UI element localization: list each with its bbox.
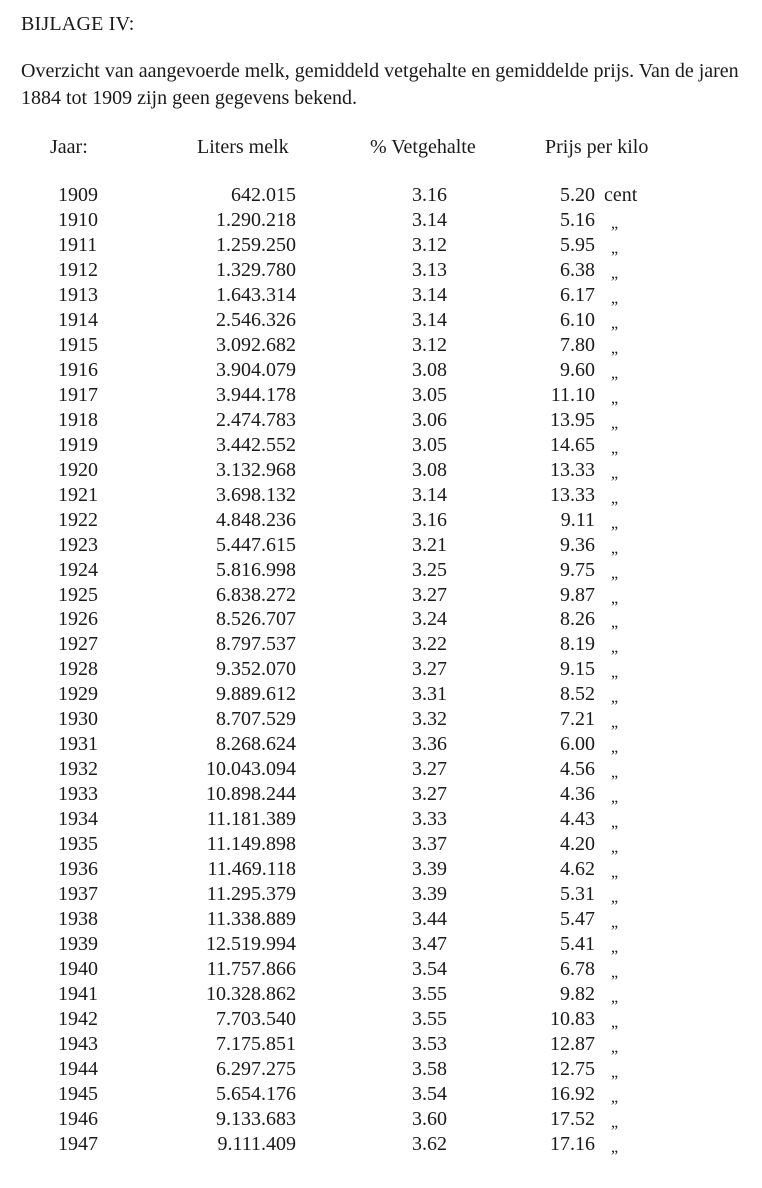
liters-cell: 8.268.624: [216, 733, 296, 756]
price-cell: 9.60: [560, 358, 595, 381]
fat-content-cell: 3.27: [412, 658, 447, 681]
table-row: [0, 857, 762, 882]
fat-content-cell: 3.14: [412, 308, 447, 331]
fat-content-cell: 3.24: [412, 608, 447, 631]
fat-content-cell: 3.58: [412, 1057, 447, 1080]
liters-cell: 2.546.326: [216, 308, 296, 331]
table-row: [0, 458, 762, 483]
liters-cell: 8.526.707: [216, 608, 296, 631]
price-cell: 4.56: [560, 758, 595, 781]
fat-content-cell: 3.08: [412, 458, 447, 481]
price-unit-cell: „: [611, 239, 619, 257]
table-row: [0, 558, 762, 583]
price-cell: 16.92: [550, 1082, 595, 1105]
price-cell: 8.19: [560, 633, 595, 656]
liters-cell: 9.133.683: [216, 1107, 296, 1130]
fat-content-cell: 3.14: [412, 483, 447, 506]
year-cell: 1924: [58, 558, 98, 581]
price-cell: 4.20: [560, 833, 595, 856]
price-unit-cell: „: [611, 1113, 619, 1131]
fat-content-cell: 3.22: [412, 633, 447, 656]
liters-cell: 3.132.968: [216, 458, 296, 481]
year-cell: 1925: [58, 583, 98, 606]
price-cell: 8.52: [560, 683, 595, 706]
price-unit-cell: „: [611, 264, 619, 282]
liters-cell: 1.643.314: [216, 283, 296, 306]
price-unit-cell: „: [611, 614, 619, 632]
price-cell: 13.33: [550, 483, 595, 506]
price-cell: 9.15: [560, 658, 595, 681]
fat-content-cell: 3.62: [412, 1132, 447, 1155]
price-cell: 17.16: [550, 1132, 595, 1155]
price-cell: 9.87: [560, 583, 595, 606]
year-cell: 1921: [58, 483, 98, 506]
price-unit-cell: „: [611, 564, 619, 582]
liters-cell: 6.838.272: [216, 583, 296, 606]
price-unit-cell: „: [611, 339, 619, 357]
year-cell: 1914: [58, 308, 98, 331]
table-row: [0, 1107, 762, 1132]
fat-content-cell: 3.08: [412, 358, 447, 381]
year-cell: 1937: [58, 883, 98, 906]
price-cell: 5.20: [560, 184, 595, 206]
price-unit-cell: „: [611, 589, 619, 607]
price-unit-cell: „: [611, 639, 619, 657]
price-unit-cell: cent: [604, 184, 638, 206]
table-row: [0, 233, 762, 258]
price-unit-cell: „: [611, 1138, 619, 1156]
price-unit-cell: „: [611, 1013, 619, 1031]
fat-content-cell: 3.13: [412, 258, 447, 281]
table-row: [0, 632, 762, 657]
liters-cell: 9.352.070: [216, 658, 296, 681]
price-unit-cell: „: [611, 364, 619, 382]
price-cell: 13.33: [550, 458, 595, 481]
year-cell: 1916: [58, 358, 98, 381]
price-unit-cell: „: [611, 214, 619, 232]
year-cell: 1946: [58, 1107, 98, 1130]
liters-cell: 12.519.994: [206, 933, 296, 956]
fat-content-cell: 3.55: [412, 983, 447, 1005]
fat-content-cell: 3.27: [412, 758, 447, 781]
price-cell: 9.75: [560, 558, 595, 581]
fat-content-cell: 3.05: [412, 433, 447, 456]
year-cell: 1934: [58, 808, 98, 831]
liters-cell: 1.329.780: [216, 258, 296, 281]
table-row: [0, 408, 762, 433]
price-unit-cell: „: [611, 389, 619, 407]
fat-content-cell: 3.39: [412, 883, 447, 906]
price-unit-cell: „: [611, 964, 619, 982]
fat-content-cell: 3.21: [412, 533, 447, 556]
intro-paragraph: Overzicht van aangevoerde melk, gemiddeld vetgehalte en gemiddelde prijs. Van de jaren 1884 tot 1909 zijn geen gegevens bekend.: [21, 60, 739, 109]
price-unit-cell: „: [611, 1088, 619, 1106]
fat-content-cell: 3.39: [412, 858, 447, 881]
year-cell: 1935: [58, 833, 98, 856]
liters-cell: 7.703.540: [216, 1007, 296, 1030]
table-row: [0, 483, 762, 508]
table-row: [0, 682, 762, 707]
liters-cell: 1.290.218: [216, 208, 296, 231]
price-unit-cell: „: [611, 889, 619, 907]
liters-cell: 10.328.862: [206, 983, 296, 1005]
table-row: [0, 1057, 762, 1082]
price-cell: 5.95: [560, 233, 595, 256]
fat-content-cell: 3.14: [412, 208, 447, 231]
table-row: [0, 1032, 762, 1057]
fat-content-cell: 3.27: [412, 583, 447, 606]
fat-content-cell: 3.33: [412, 808, 447, 831]
table-row: [0, 782, 762, 807]
column-header-price: Prijs per kilo: [545, 136, 649, 158]
price-unit-cell: „: [611, 1038, 619, 1056]
fat-content-cell: 3.14: [412, 283, 447, 306]
price-unit-cell: „: [611, 714, 619, 732]
fat-content-cell: 3.05: [412, 383, 447, 406]
fat-content-cell: 3.16: [412, 184, 447, 206]
table-row: [0, 1132, 762, 1157]
table-row: [0, 333, 762, 358]
year-cell: 1915: [58, 333, 98, 356]
year-cell: 1928: [58, 658, 98, 681]
table-row: [0, 707, 762, 732]
price-unit-cell: „: [611, 539, 619, 557]
year-cell: 1909: [58, 184, 98, 206]
table-row: [0, 533, 762, 558]
year-cell: 1938: [58, 908, 98, 931]
year-cell: 1945: [58, 1082, 98, 1105]
liters-cell: 3.698.132: [216, 483, 296, 506]
fat-content-cell: 3.47: [412, 933, 447, 956]
table-row: [0, 358, 762, 383]
table-row: [0, 283, 762, 308]
price-unit-cell: „: [611, 989, 619, 1006]
price-cell: 6.10: [560, 308, 595, 331]
price-cell: 17.52: [550, 1107, 595, 1130]
liters-cell: 2.474.783: [216, 408, 296, 431]
fat-content-cell: 3.55: [412, 1007, 447, 1030]
price-cell: 5.16: [560, 208, 595, 231]
fat-content-cell: 3.37: [412, 833, 447, 856]
fat-content-cell: 3.32: [412, 708, 447, 731]
price-unit-cell: „: [611, 414, 619, 432]
price-unit-cell: „: [611, 914, 619, 932]
table-row: [0, 383, 762, 408]
year-cell: 1942: [58, 1007, 98, 1030]
price-cell: 4.36: [560, 783, 595, 806]
fat-content-cell: 3.31: [412, 683, 447, 706]
year-cell: 1940: [58, 958, 98, 981]
liters-cell: 8.797.537: [216, 633, 296, 656]
price-cell: 10.83: [550, 1007, 595, 1030]
fat-content-cell: 3.12: [412, 333, 447, 356]
price-unit-cell: „: [611, 864, 619, 882]
fat-content-cell: 3.16: [412, 508, 447, 531]
price-cell: 4.43: [560, 808, 595, 831]
price-unit-cell: „: [611, 489, 619, 507]
year-cell: 1939: [58, 933, 98, 956]
price-unit-cell: „: [611, 939, 619, 957]
liters-cell: 6.297.275: [216, 1057, 296, 1080]
table-row: [0, 907, 762, 932]
year-cell: 1923: [58, 533, 98, 556]
liters-cell: 5.816.998: [216, 558, 296, 581]
year-cell: 1926: [58, 608, 98, 631]
table-row: [0, 607, 762, 632]
column-header-liters: Liters melk: [197, 136, 289, 158]
year-cell: 1927: [58, 633, 98, 656]
price-cell: 12.87: [550, 1032, 595, 1055]
liters-cell: 10.043.094: [206, 758, 296, 781]
price-cell: 5.31: [560, 883, 595, 906]
price-cell: 9.36: [560, 533, 595, 556]
fat-content-cell: 3.06: [412, 408, 447, 431]
table-row: [0, 508, 762, 533]
table-row: [0, 308, 762, 333]
table-row: [0, 832, 762, 857]
year-cell: 1947: [58, 1132, 98, 1155]
price-cell: 6.00: [560, 733, 595, 756]
liters-cell: 3.092.682: [216, 333, 296, 356]
price-cell: 8.26: [560, 608, 595, 631]
fat-content-cell: 3.12: [412, 233, 447, 256]
liters-cell: 11.338.889: [206, 908, 296, 931]
liters-cell: 7.175.851: [216, 1032, 296, 1055]
price-cell: 9.82: [560, 983, 595, 1005]
table-row: [0, 183, 762, 208]
price-unit-cell: „: [611, 314, 619, 332]
price-cell: 14.65: [550, 433, 595, 456]
table-row: [0, 1007, 762, 1032]
liters-cell: 4.848.236: [216, 508, 296, 531]
price-cell: 7.80: [560, 333, 595, 356]
price-cell: 6.38: [560, 258, 595, 281]
liters-cell: 3.944.178: [216, 383, 296, 406]
price-unit-cell: „: [611, 1063, 619, 1081]
price-cell: 6.78: [560, 958, 595, 981]
year-cell: 1936: [58, 858, 98, 881]
price-cell: 13.95: [550, 408, 595, 431]
liters-cell: 9.111.409: [217, 1132, 296, 1155]
price-cell: 5.41: [560, 933, 595, 956]
year-cell: 1933: [58, 783, 98, 806]
price-unit-cell: „: [611, 764, 619, 782]
price-unit-cell: „: [611, 439, 619, 457]
liters-cell: 11.469.118: [207, 858, 296, 881]
year-cell: 1912: [58, 258, 98, 281]
data-table: [0, 183, 762, 1157]
fat-content-cell: 3.53: [412, 1032, 447, 1055]
price-unit-cell: „: [611, 814, 619, 832]
price-cell: 5.47: [560, 908, 595, 931]
table-row: [0, 433, 762, 458]
price-unit-cell: „: [611, 514, 619, 532]
liters-cell: 3.442.552: [216, 433, 296, 456]
table-row: [0, 732, 762, 757]
fat-content-cell: 3.44: [412, 908, 447, 931]
year-cell: 1944: [58, 1057, 98, 1080]
column-header-fat: % Vetgehalte: [370, 136, 476, 158]
table-row: [0, 657, 762, 682]
fat-content-cell: 3.27: [412, 783, 447, 806]
price-cell: 9.11: [560, 508, 595, 531]
table-row: [0, 932, 762, 957]
price-cell: 11.10: [550, 383, 595, 406]
liters-cell: 3.904.079: [216, 358, 296, 381]
table-row: [0, 957, 762, 982]
year-cell: 1931: [58, 733, 98, 756]
year-cell: 1930: [58, 708, 98, 731]
page-heading: BIJLAGE IV:: [21, 13, 135, 35]
year-cell: 1918: [58, 408, 98, 431]
column-header-year: Jaar:: [50, 136, 88, 158]
fat-content-cell: 3.54: [412, 958, 447, 981]
year-cell: 1943: [58, 1032, 98, 1055]
table-row: [0, 982, 762, 1007]
year-cell: 1917: [58, 383, 98, 406]
year-cell: 1941: [58, 983, 98, 1005]
table-row: [0, 807, 762, 832]
fat-content-cell: 3.25: [412, 558, 447, 581]
table-row: [0, 882, 762, 907]
fat-content-cell: 3.36: [412, 733, 447, 756]
table-row: [0, 208, 762, 233]
liters-cell: 5.447.615: [216, 533, 296, 556]
price-cell: 7.21: [560, 708, 595, 731]
year-cell: 1929: [58, 683, 98, 706]
price-unit-cell: „: [611, 789, 619, 807]
year-cell: 1919: [58, 433, 98, 456]
price-unit-cell: „: [611, 464, 619, 482]
year-cell: 1910: [58, 208, 98, 231]
table-row: [0, 258, 762, 283]
liters-cell: 11.149.898: [206, 833, 296, 856]
table-row: [0, 1082, 762, 1107]
liters-cell: 11.757.866: [206, 958, 296, 981]
liters-cell: 11.295.379: [206, 883, 296, 906]
year-cell: 1922: [58, 508, 98, 531]
price-unit-cell: „: [611, 664, 619, 682]
price-cell: 4.62: [560, 858, 595, 881]
price-unit-cell: „: [611, 689, 619, 707]
liters-cell: 642.015: [231, 184, 296, 206]
price-cell: 12.75: [550, 1057, 595, 1080]
year-cell: 1932: [58, 758, 98, 781]
price-cell: 6.17: [560, 283, 595, 306]
table-row: [0, 757, 762, 782]
price-unit-cell: „: [611, 839, 619, 857]
year-cell: 1913: [58, 283, 98, 306]
fat-content-cell: 3.54: [412, 1082, 447, 1105]
liters-cell: 9.889.612: [216, 683, 296, 706]
price-unit-cell: „: [611, 289, 619, 307]
liters-cell: 11.181.389: [206, 808, 296, 831]
liters-cell: 8.707.529: [216, 708, 296, 731]
table-row: [0, 583, 762, 608]
liters-cell: 5.654.176: [216, 1082, 296, 1105]
fat-content-cell: 3.60: [412, 1107, 447, 1130]
liters-cell: 10.898.244: [206, 783, 296, 806]
liters-cell: 1.259.250: [216, 233, 296, 256]
year-cell: 1911: [58, 233, 98, 256]
price-unit-cell: „: [611, 739, 619, 757]
year-cell: 1920: [58, 458, 98, 481]
